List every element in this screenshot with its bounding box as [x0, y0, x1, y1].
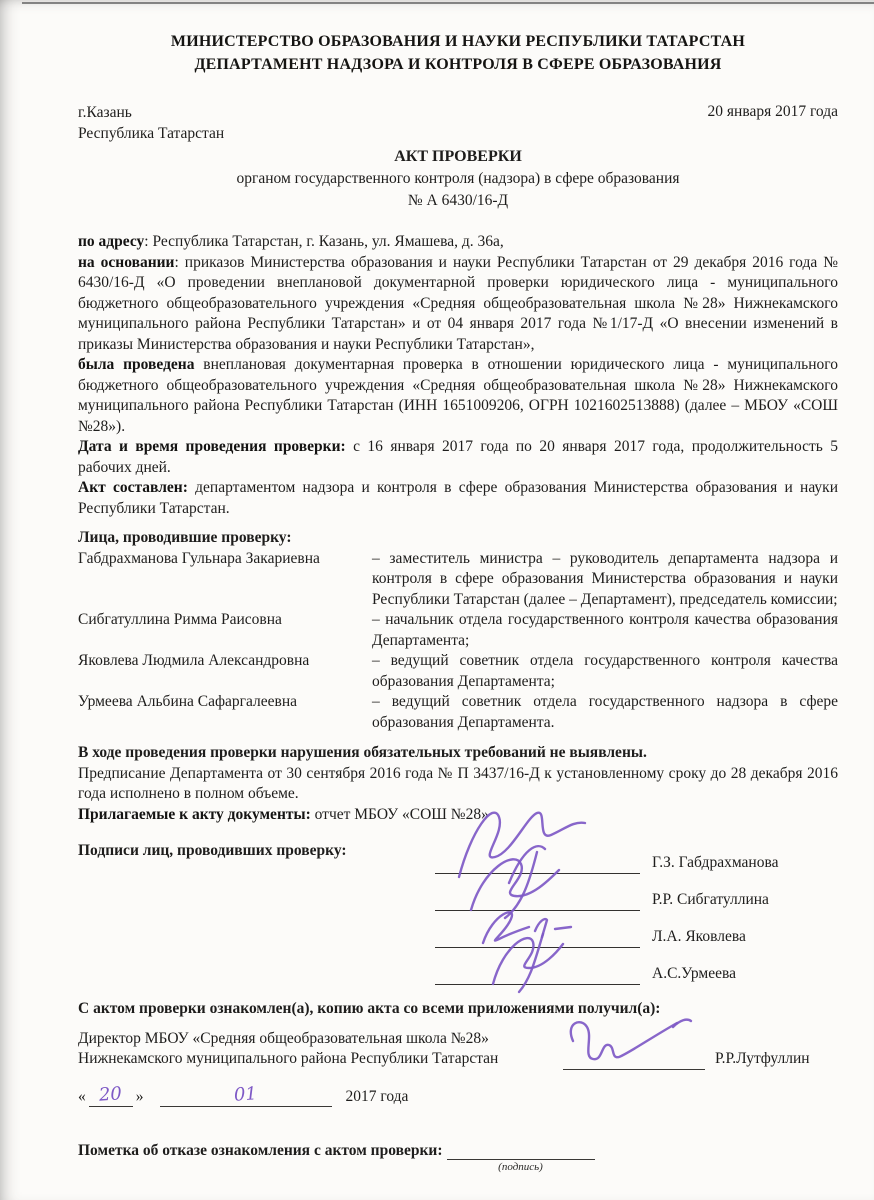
- inspector-name-text: Урмеева Альбина Сафаргалеевна: [78, 693, 298, 710]
- ministry-header-line1: МИНИСТЕРСТВО ОБРАЗОВАНИЯ И НАУКИ РЕСПУБЛИКИ ТАТАРСТАН: [170, 33, 746, 50]
- date-month-blank: [160, 1082, 332, 1108]
- recipient-title: Директор МБОУ «Средняя общеобразовательная школа №28» Нижнекамского муниципального района Республики Татарстан: [78, 1029, 499, 1067]
- inspector-row: [78, 651, 838, 692]
- inspector-name: [78, 549, 372, 611]
- document-subtitle: органом государственного контроля (надзора) в сфере образования: [236, 170, 680, 187]
- handwritten-signature-icon: [443, 922, 623, 996]
- handwritten-month: 01: [233, 1082, 258, 1106]
- place-date-row: [78, 102, 838, 144]
- body-paragraphs: [78, 232, 838, 519]
- conducted-text: внеплановая документарная проверка в отношении юридического лица - муниципального бюджетного общеобразовательного учреждения «Средняя общеобразовательная школа №28» Нижнекамского муниципального района Республики Татарстан (ИНН 1651009206, ОГРН 1021602513888) (далее – МБОУ «СОШ №28»).: [78, 356, 838, 435]
- scan-artifact-top-edge: [22, 2, 874, 4]
- title-block: [78, 146, 838, 212]
- date-day-blank: [89, 1082, 133, 1108]
- attachments-text: отчет МБОУ «СОШ №28»: [310, 805, 489, 823]
- place-block: [78, 102, 224, 144]
- signature-rows: [435, 837, 838, 985]
- composed-text: департаментом надзора и контроля в сфере образования Министерства образования и науки Республики Татарстан.: [78, 479, 838, 517]
- refusal-signature-line: [447, 1141, 595, 1160]
- address-label: по адресу: [78, 233, 145, 250]
- inspector-name-text: Сибгатуллина Римма Раисовна: [78, 611, 282, 628]
- date-year: 2017 года: [345, 1087, 409, 1105]
- address-text: : Республика Татарстан, г. Казань, ул. Ямашева, д. 36а,: [144, 233, 504, 250]
- paragraph-datetime: [78, 437, 838, 478]
- paragraph-conducted: [78, 355, 838, 437]
- acknowledgment-columns: [78, 1029, 838, 1070]
- ministry-header-line2: ДЕПАРТАМЕНТ НАДЗОРА И КОНТРОЛЯ В СФЕРЕ ОБРАЗОВАНИЯ: [194, 56, 722, 73]
- inspector-name: [78, 651, 372, 692]
- document-title: АКТ ПРОВЕРКИ: [394, 148, 522, 165]
- refusal-signature-spot: [447, 1141, 595, 1175]
- signature-row: [435, 948, 838, 985]
- signatures-heading: Подписи лиц, проводивших проверку:: [78, 842, 347, 859]
- inspector-role: – ведущий советник отдела государственного контроля качества образования Департамента;: [372, 652, 838, 690]
- acknowledgment-section: [78, 999, 838, 1107]
- document-date: 20 января 2017 года: [707, 103, 838, 120]
- inspector-name-text: Яковлева Людмила Александровна: [78, 652, 310, 669]
- inspector-name: [78, 692, 372, 733]
- inspectors-heading: Лица, проводившие проверку:: [78, 529, 292, 546]
- quote-open: «: [78, 1087, 86, 1105]
- datetime-label: Дата и время проведения проверки:: [78, 438, 346, 455]
- composed-label: Акт составлен:: [78, 479, 188, 496]
- inspector-name-text: Габдрахманова Гульнара Закариевна: [78, 549, 320, 567]
- acknowledgment-heading: С актом проверки ознакомлен(а), копию акта со всеми приложениями получил(а):: [78, 1000, 661, 1017]
- order-fulfilled-statement: Предписание Департамента от 30 сентября 2016 года № П 3437/16-Д к установленному сроку до 28 декабря 2016 года исполнено в полном объеме.: [78, 764, 838, 802]
- document-content: [78, 30, 838, 1175]
- basis-text: : приказов Министерства образования и науки Республики Татарстан от 29 декабря 2016 года № 6430/16-Д «О проведении внеплановой документарной проверки юридического лица - муниципального бюджетного общеобразовательного учреждения «Средняя общеобразовательная школа №28» Нижнекамского муниципального района Республики Татарстан» и от 04 января 2017 года №1/17-Д «О внесении изменений в приказы Министерства образования и науки Республики Татарстан»,: [78, 253, 838, 353]
- inspector-role: – ведущий советник отдела государственного надзора в сфере образования Департамента.: [372, 693, 838, 731]
- recipient-signature-line: [563, 1039, 705, 1070]
- paragraph-address: [78, 232, 838, 253]
- basis-label: на основании: [78, 253, 175, 271]
- inspector-role: – начальник отдела государственного контроля качества образования Департамента;: [372, 611, 838, 649]
- refusal-label: Пометка об отказе ознакомления с актом проверки:: [78, 1142, 443, 1159]
- handwritten-signature-icon: [557, 1013, 717, 1077]
- signatures-section: [78, 837, 838, 985]
- inspector-row: [78, 549, 838, 611]
- signature-name: Р.Р. Сибгатуллина: [652, 891, 769, 908]
- recipient-signature-area: [525, 1029, 838, 1070]
- inspector-row: [78, 610, 838, 651]
- datetime-text: с 16 января 2017 года по 20 января 2017 года, продолжительность 5 рабочих дней.: [78, 438, 838, 476]
- refusal-signature-caption: (подпись): [498, 1161, 543, 1173]
- place-city: г.Казань: [78, 104, 132, 121]
- signature-name: А.С.Урмеева: [652, 965, 736, 982]
- no-violations-statement: В ходе проведения проверки нарушения обязательных требований не выявлены.: [78, 744, 647, 761]
- document-number: № А 6430/16-Д: [407, 192, 509, 209]
- refusal-note-section: [78, 1141, 838, 1175]
- signature-name: Л.А. Яковлева: [652, 928, 746, 945]
- recipient-name: Р.Р.Лутфуллин: [715, 1050, 810, 1067]
- paragraph-basis: [78, 253, 838, 356]
- acknowledgment-date-line: [78, 1082, 838, 1108]
- signature-name: Г.З. Габдрахманова: [652, 854, 779, 871]
- conducted-label: была проведена: [78, 356, 195, 373]
- place-region: Республика Татарстан: [78, 125, 225, 142]
- inspector-name: [78, 610, 372, 651]
- inspector-row: [78, 692, 838, 733]
- inspectors-section: [78, 528, 838, 733]
- inspector-role: – заместитель министра – руководитель департамента надзора и контроля в сфере образования Министерства образования и науки Республики Татарстан (далее – Департамент), председатель комиссии;: [372, 549, 838, 608]
- ministry-header: [78, 30, 838, 76]
- paragraph-composed: [78, 478, 838, 519]
- attachments-label: Прилагаемые к акту документы:: [78, 805, 311, 823]
- quote-close: »: [135, 1087, 144, 1105]
- signature-line: [435, 950, 640, 985]
- handwritten-day: 20: [98, 1082, 123, 1106]
